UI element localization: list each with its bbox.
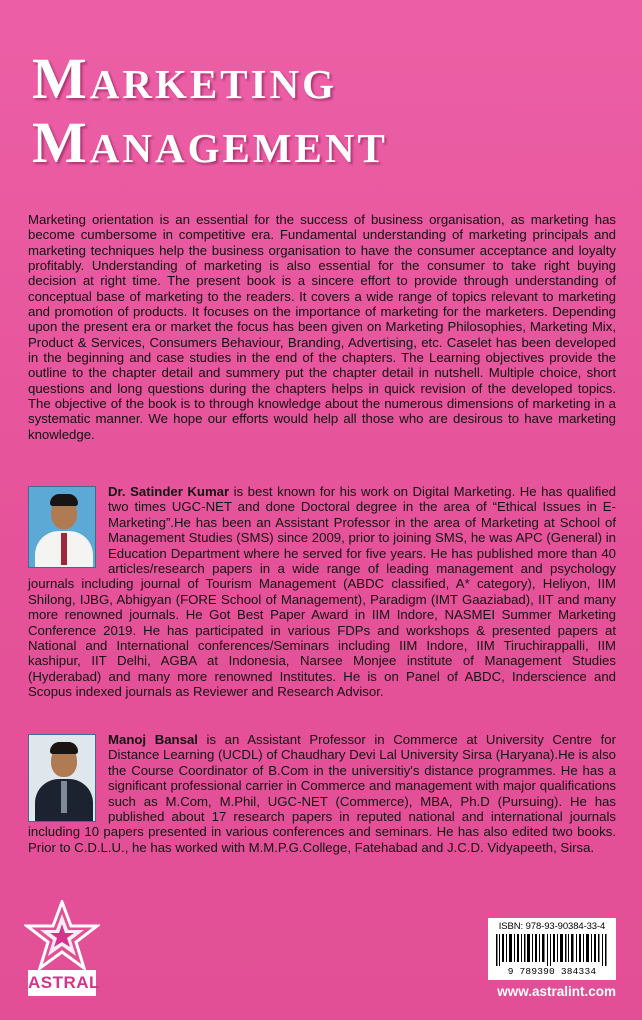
barcode-number: 9 789390 384334 (507, 966, 597, 977)
title-line-1: Marketing (32, 46, 338, 111)
book-title (32, 46, 632, 175)
publisher-name: ASTRAL (28, 970, 96, 996)
author-name-1: Dr. Satinder Kumar (108, 484, 230, 499)
author-photo-1 (28, 486, 96, 568)
author-bio-text-2: is an Assistant Professor in Commerce at University Centre for Distance Learning (UCDL) of Chaudhary Devi Lal University Sirsa (Haryana).He is also the Course Coordinator of B.Com in the universitiy's distance programmes. He has a significant professional carrier in Commerce and management with major qualifications such as M.Com, M.Phil, UGC-NET (Commerce), MBA, Ph.D (Pursuing). He has published about 17 research papers in reputed national and international journals including 10 papers presented in various conferences and seminars. He has also edited two books. Prior to C.D.L.U., he has worked with M.M.P.G.College, Fatehabad and J.C.D. Vidyapeeth, Sirsa. (28, 732, 616, 855)
book-description: Marketing orientation is an essential for the success of business organisation, as marketing has become cumbersome in competitive era. Fundamental understanding of marketing principals and marketing techniques help the business organisation to have the consumer acceptance and loyalty profitably. Understanding of marketing is also essential for the consumer to take right buying decision at right time. The present book is a sincere effort to provide through understanding of conceptual base of marketing to the readers. It covers a wide range of topics relevant to marketing and promotion of products. It focuses on the importance of marketing for the marketers. Depending upon the present era or market the focus has been given on Marketing Philosophies, Marketing Mix, Product & Services, Consumers Behaviour, Branding, Advertising, etc. Caselet has been developed in the beginning and case studies in the end of the chapters. The Learning objectives provide the outline to the chapter detail and summery put the chapter detail in nutshell. Multiple choice, short questions and long questions during the chapters helps in quick revision of the developed topics. The objective of the book is to through knowledge about the numerous dimensions of marketing in a systematic manner. We hope our efforts would help all those who are desirous to have marketing knowledge. (28, 212, 616, 442)
publisher-website: www.astralint.com (497, 984, 616, 999)
title-line-2: Management (32, 110, 388, 175)
author-bio-1 (28, 484, 616, 700)
star-logo-icon (24, 900, 100, 972)
barcode-bars (492, 934, 612, 966)
author-bio-2 (28, 732, 616, 855)
author-name-2: Manoj Bansal (108, 732, 198, 747)
barcode (488, 918, 616, 980)
isbn-label: ISBN: 978-93-90384-33-4 (498, 921, 606, 932)
publisher-logo (24, 900, 100, 1000)
author-bio-text-1: is best known for his work on Digital Marketing. He has qualified two times UGC-NET and done Doctoral degree in the area of “Ethical Issues in E-Marketing”.He has been an Assistant Professor in the area of Marketing at School of Management Studies (SMS) since 2009, prior to joining SMS, he was APC (General) in Education Department where he served for five years. He has published more than 40 articles/research papers in a wide range of leading management and psychology journals including journal of Tourism Management (ABDC classified, A* category), Heliyon, IIM Shilong, IJBG, Abhigyan (FORE School of Management), Paradigm (IMT Gaaziabad), IIT and many more renowned journals. He Got Best Paper Award in IIM Indore, NASMEI Summer Marketing Conference 2019. He has participated in various FDPs and workshops & presented papers at National and International conferences/Seminars including IIM Indore, IIM Tiruchirappalli, IIM kashipur, IIT Delhi, AGBA at Indonesia, Narsee Monjee institute of Management Studies (Hyderabad) and many more renowned Institutes. He is on Panel of ABDC, Inderscience and Scopus indexed journals as Reviewer and Research Advisor. (28, 484, 616, 700)
author-photo-2 (28, 734, 96, 822)
